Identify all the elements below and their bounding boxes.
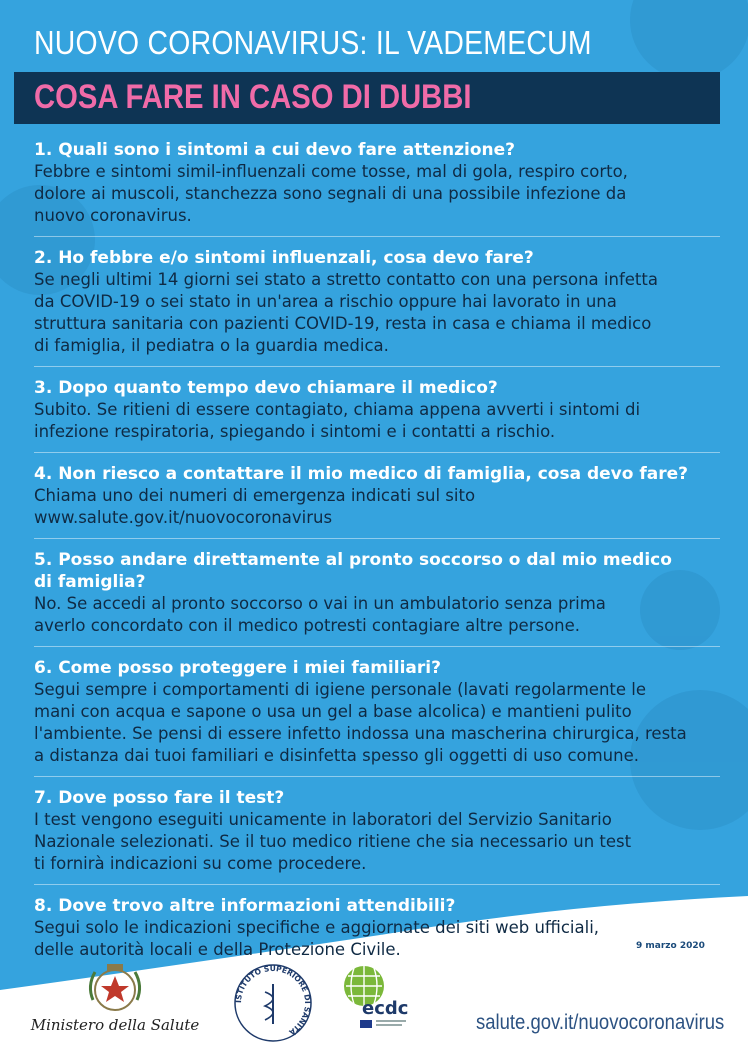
faq-question: 8. Dove trovo altre informazioni attendibili?	[34, 896, 456, 916]
ministero-logo	[30, 962, 200, 1040]
faq-question: 5. Posso andare direttamente al pronto soccorso o dal mio medico di famiglia?	[34, 550, 672, 592]
publication-date: 9 marzo 2020	[636, 941, 705, 951]
faq-question: 6. Come posso proteggere i miei familiari?	[34, 658, 441, 678]
faq-answer: Chiama uno dei numeri di emergenza indicati sul sito www.salute.gov.it/nuovocoronavirus	[34, 486, 476, 527]
ecdc-globe-icon	[338, 962, 422, 1038]
faq-item	[34, 139, 720, 237]
ecdc-logo	[338, 962, 422, 1038]
faq-item	[34, 895, 720, 970]
faq-list	[34, 139, 720, 980]
emblem-icon	[30, 962, 200, 1016]
faq-answer: Segui solo le indicazioni specifiche e aggiornate dei siti web ufficiali, delle autorità locali e della Protezione Civile.	[34, 918, 600, 959]
faq-answer: I test vengono eseguiti unicamente in laboratori del Servizio Sanitario Nazionale selezionati. Se il tuo medico ritiene che sia necessario un test ti fornirà indicazioni su come procedere.	[34, 810, 632, 873]
faq-item	[34, 247, 720, 367]
faq-item	[34, 549, 720, 647]
faq-answer: Se negli ultimi 14 giorni sei stato a stretto contatto con una persona infetta da COVID-19 o sei stato in un'area a rischio oppure hai lavorato in una struttura sanitaria con pazienti COVID-19, resta in casa e chiama il medico di famiglia, il pediatra o la guardia medica.	[34, 270, 658, 355]
subtitle-text: COSA FARE IN CASO DI DUBBI	[34, 78, 472, 116]
faq-question: 7. Dove posso fare il test?	[34, 788, 285, 808]
subtitle-banner	[14, 72, 720, 124]
iss-logo	[232, 962, 314, 1044]
iss-label: ISTITUTO SUPERIORE DI SANITÀ	[233, 963, 313, 1037]
website-url[interactable]: salute.gov.it/nuovocoronavirus	[476, 1011, 725, 1034]
faq-item	[34, 377, 720, 453]
faq-question: 3. Dopo quanto tempo devo chiamare il medico?	[34, 378, 498, 398]
faq-item	[34, 657, 720, 777]
faq-question: 1. Quali sono i sintomi a cui devo fare attenzione?	[34, 140, 516, 160]
faq-question: 2. Ho febbre e/o sintomi influenzali, cosa devo fare?	[34, 248, 534, 268]
poster-title: NUOVO CORONAVIRUS: IL VADEMECUM	[34, 24, 592, 61]
ecdc-label: ecdc	[362, 998, 409, 1019]
ministero-label: Ministero della Salute	[30, 1016, 200, 1034]
faq-item	[34, 463, 720, 539]
faq-answer: No. Se accedi al pronto soccorso o vai in un ambulatorio senza prima averlo concordato con il medico potresti contagiare altre persone.	[34, 594, 606, 635]
faq-item	[34, 787, 720, 885]
faq-question: 4. Non riesco a contattare il mio medico di famiglia, cosa devo fare?	[34, 464, 688, 484]
faq-answer: Febbre e sintomi simil-influenzali come tosse, mal di gola, respiro corto, dolore ai muscoli, stanchezza sono segnali di una possibile infezione da nuovo coronavirus.	[34, 162, 628, 225]
iss-seal-icon	[232, 962, 314, 1044]
faq-answer: Segui sempre i comportamenti di igiene personale (lavati regolarmente le mani con acqua e sapone o usa un gel a base alcolica) e mantieni pulito l'ambiente. Se pensi di essere infetto indossa una mascherina chirurgica, resta a distanza dai tuoi familiari e disinfetta spesso gli oggetti di uso comune.	[34, 680, 687, 765]
faq-answer: Subito. Se ritieni di essere contagiato, chiama appena avverti i sintomi di infezione respiratoria, spiegando i sintomi e i contatti a rischio.	[34, 400, 641, 441]
